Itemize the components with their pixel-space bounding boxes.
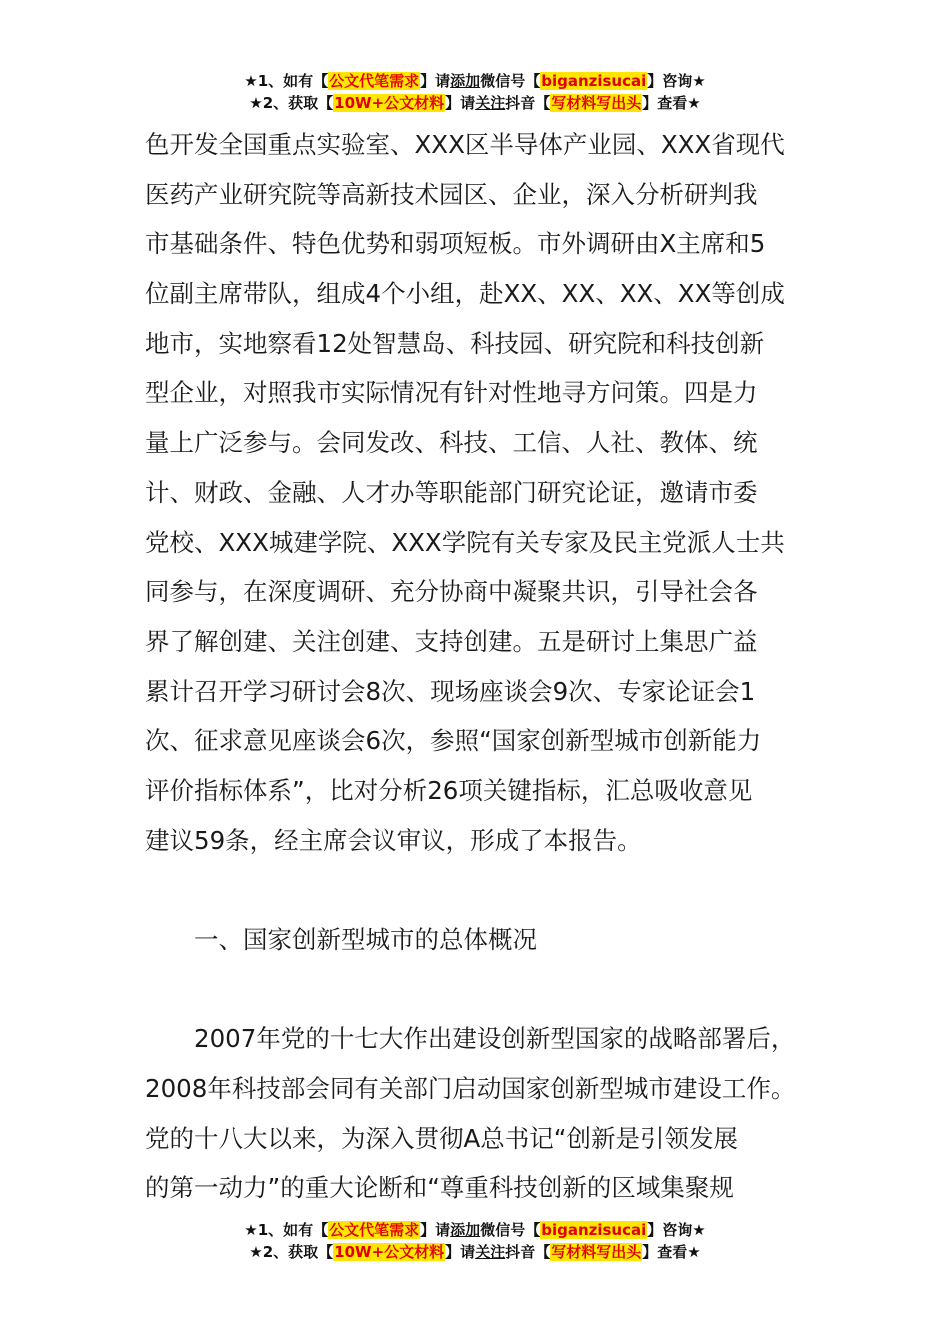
body-line: 型企业，对照我市实际情况有针对性地寻方问策。四是力 xyxy=(145,378,758,408)
promo-text: 】请 xyxy=(420,72,451,90)
promo-underline: 关注 xyxy=(475,1243,506,1261)
body-line: 2007年党的十七大作出建设创新型国家的战略部署后， xyxy=(194,1024,796,1054)
promo-underline: 关注 xyxy=(475,94,506,112)
promo-banner-bottom xyxy=(0,1219,950,1263)
promo-underline: 添加 xyxy=(450,1221,481,1239)
promo-text: 抖音【 xyxy=(505,94,551,112)
promo-text: 】请 xyxy=(420,1221,451,1239)
promo-text: 】请 xyxy=(445,94,476,112)
blank-line xyxy=(145,865,813,915)
promo-text: 1、如有【 xyxy=(257,1221,329,1239)
body-line: 的第一动力”的重大论断和“尊重科技创新的区域集聚规 xyxy=(145,1173,734,1203)
body-line: 次、征求意见座谈会6次，参照“国家创新型城市创新能力 xyxy=(145,726,762,756)
promo-text: 微信号【 xyxy=(480,1221,541,1239)
douyin-highlight: 写材料写出头 xyxy=(551,94,642,112)
body-line: 地市，实地察看12处智慧岛、科技园、研究院和科技创新 xyxy=(145,328,765,358)
promo-highlight: 10W+公文材料 xyxy=(334,94,445,112)
promo-banner-top xyxy=(0,70,950,114)
promo-line-2 xyxy=(0,1241,950,1263)
promo-text: 1、如有【 xyxy=(257,72,329,90)
section-heading: 一、国家创新型城市的总体概况 xyxy=(194,925,537,954)
body-line: 计、财政、金融、人才办等职能部门研究论证，邀请市委 xyxy=(145,477,758,507)
promo-line-1 xyxy=(0,70,950,92)
document-body xyxy=(145,120,813,1213)
wechat-id-highlight: biganzisucai xyxy=(541,72,647,90)
body-line: 同参与，在深度调研、充分协商中凝聚共识，引导社会各 xyxy=(145,577,758,607)
promo-underline: 添加 xyxy=(450,72,481,90)
promo-text: 2、获取【 xyxy=(262,94,334,112)
promo-line-1 xyxy=(0,1219,950,1241)
body-line: 位副主席带队，组成4个小组，赴XX、XX、XX、XX等创成 xyxy=(145,279,785,309)
promo-highlight: 公文代笔需求 xyxy=(329,1221,420,1239)
body-line: 量上广泛参与。会同发改、科技、工信、人社、教体、统 xyxy=(145,428,758,458)
promo-text: 2、获取【 xyxy=(262,1243,334,1261)
wechat-id-highlight: biganzisucai xyxy=(541,1221,647,1239)
promo-text: 微信号【 xyxy=(480,72,541,90)
body-line: 市基础条件、特色优势和弱项短板。市外调研由X主席和5 xyxy=(145,229,766,259)
promo-text: 】查看 xyxy=(642,94,688,112)
star-icon: ★ xyxy=(249,94,263,112)
star-icon: ★ xyxy=(244,72,258,90)
star-icon: ★ xyxy=(687,94,701,112)
body-line: 党的十八大以来，为深入贯彻A总书记“创新是引领发展 xyxy=(145,1123,738,1153)
star-icon: ★ xyxy=(244,1221,258,1239)
star-icon: ★ xyxy=(692,1221,706,1239)
promo-text: 】查看 xyxy=(642,1243,688,1261)
body-line: 建议59条，经主席会议审议，形成了本报告。 xyxy=(145,825,642,855)
promo-highlight: 公文代笔需求 xyxy=(329,72,420,90)
promo-highlight: 10W+公文材料 xyxy=(334,1243,445,1261)
promo-text: 抖音【 xyxy=(505,1243,551,1261)
douyin-highlight: 写材料写出头 xyxy=(551,1243,642,1261)
promo-text: 】咨询 xyxy=(647,1221,693,1239)
blank-line xyxy=(145,965,813,1015)
star-icon: ★ xyxy=(687,1243,701,1261)
body-line: 党校、XXX城建学院、XXX学院有关专家及民主党派人士共 xyxy=(145,527,785,557)
body-line: 评价指标体系”，比对分析26项关键指标，汇总吸收意见 xyxy=(145,775,753,805)
body-line: 2008年科技部会同有关部门启动国家创新型城市建设工作。 xyxy=(145,1074,796,1104)
promo-text: 】咨询 xyxy=(647,72,693,90)
body-line: 医药产业研究院等高新技术园区、企业，深入分析研判我 xyxy=(145,179,758,209)
body-line: 累计召开学习研讨会8次、现场座谈会9次、专家论证会1 xyxy=(145,676,756,706)
promo-text: 】请 xyxy=(445,1243,476,1261)
star-icon: ★ xyxy=(249,1243,263,1261)
star-icon: ★ xyxy=(692,72,706,90)
promo-line-2 xyxy=(0,92,950,114)
body-line: 色开发全国重点实验室、XXX区半导体产业园、XXX省现代 xyxy=(145,130,785,159)
body-line: 界了解创建、关注创建、支持创建。五是研讨上集思广益 xyxy=(145,626,758,656)
